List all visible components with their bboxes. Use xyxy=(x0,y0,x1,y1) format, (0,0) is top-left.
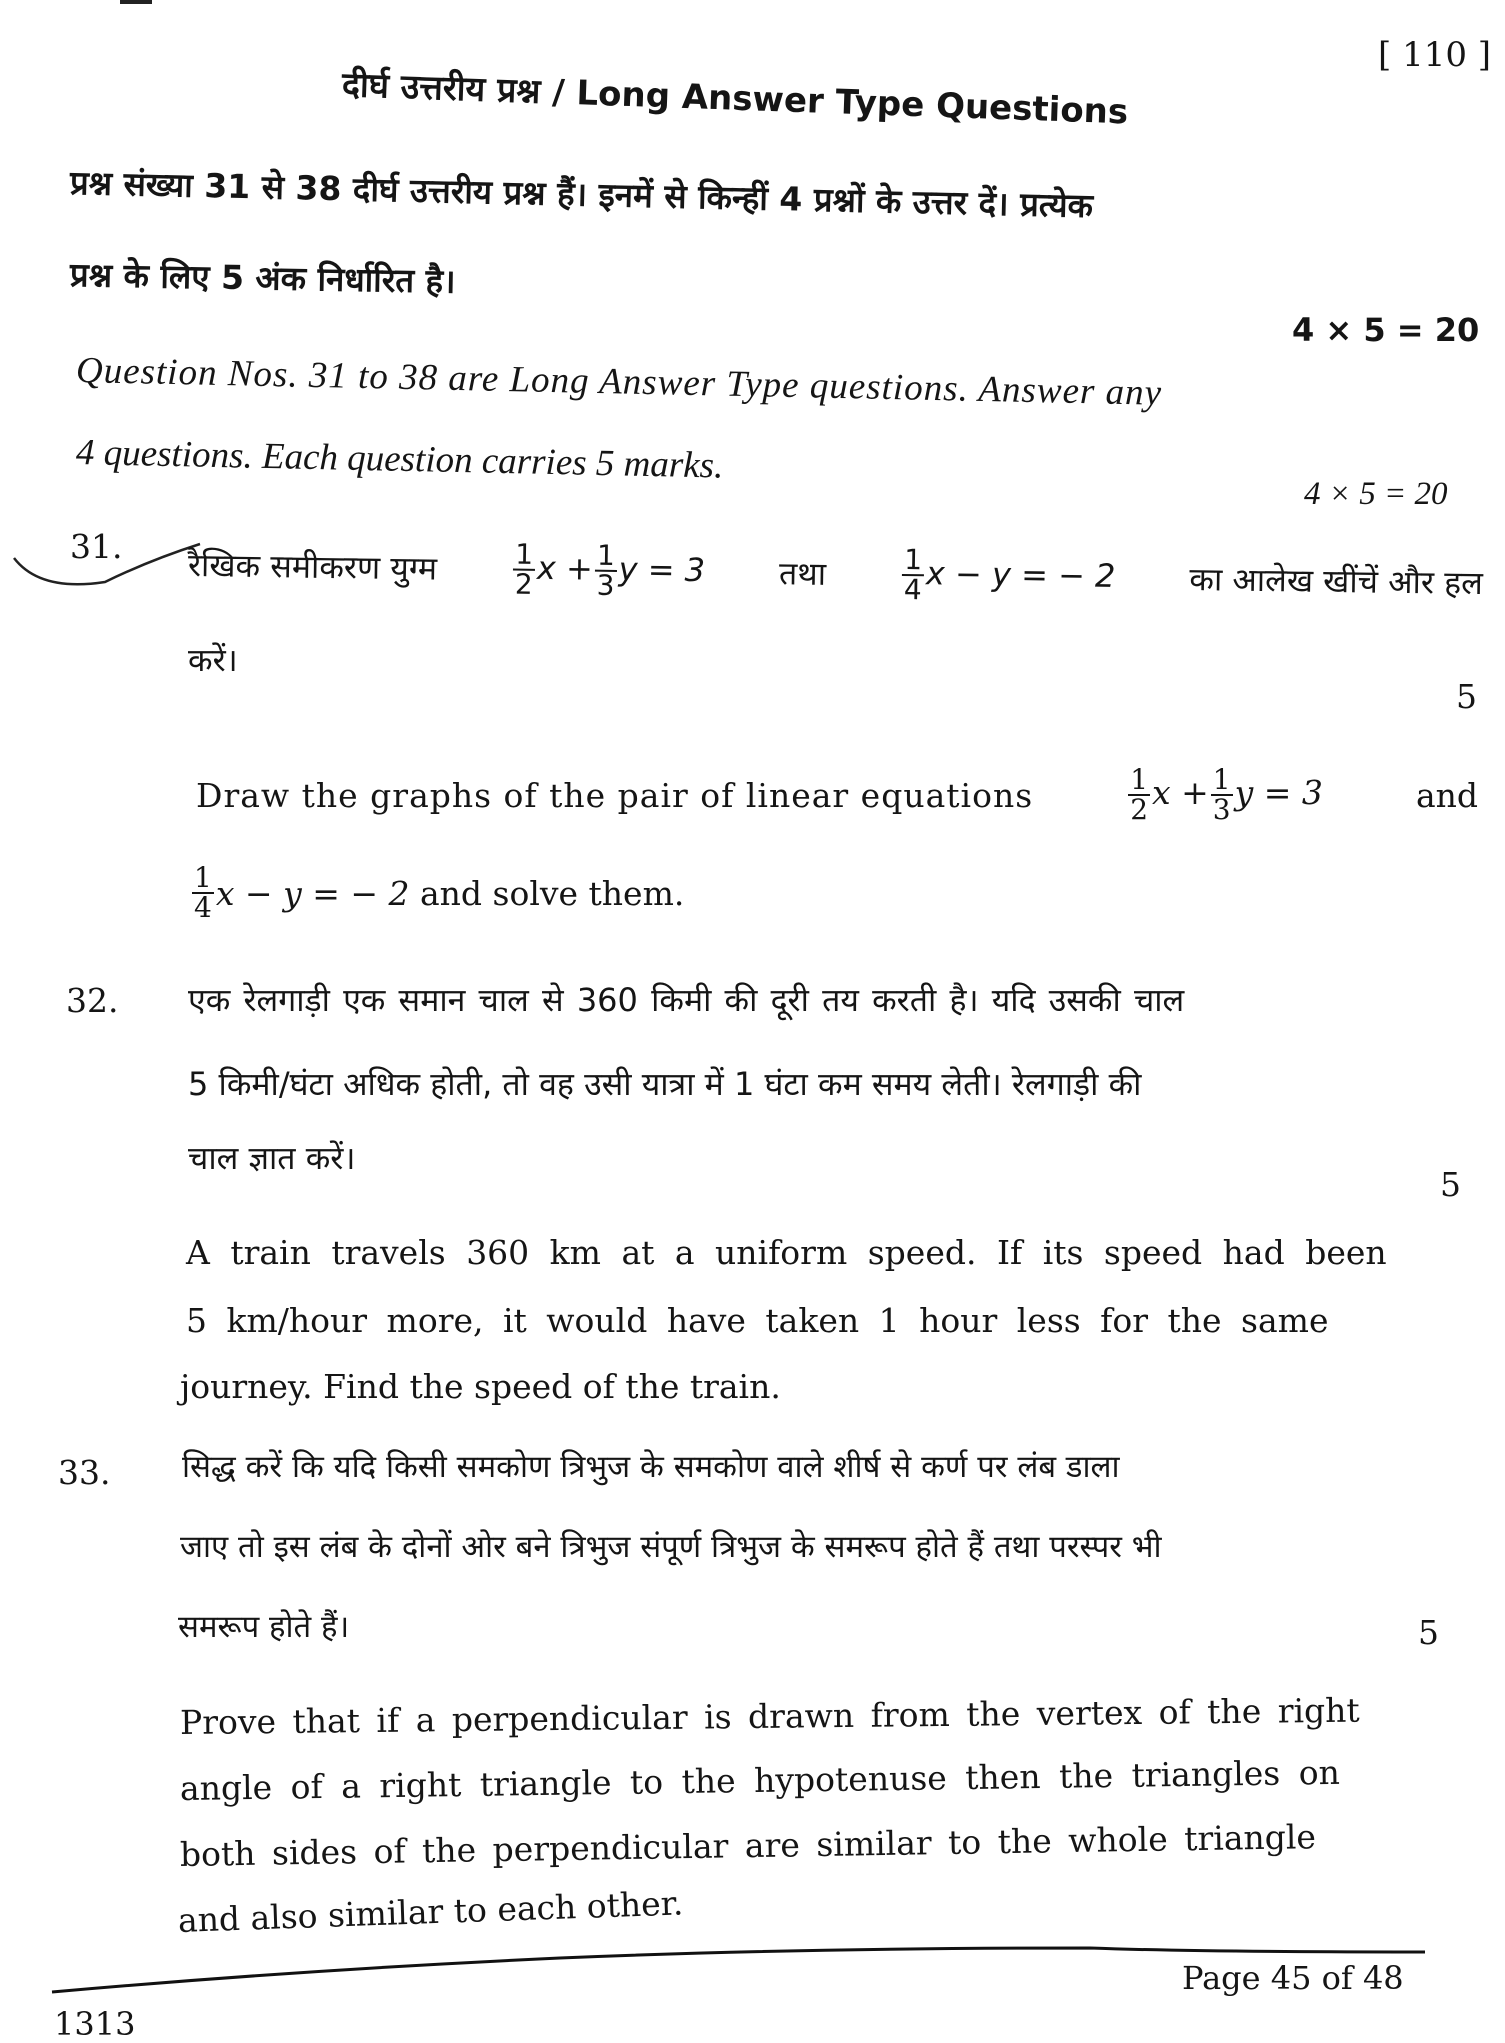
q32-hindi-line1: एक रेलगाड़ी एक समान चाल से 360 किमी की दूरी तय करती है। यदि उसकी चाल xyxy=(188,981,1185,1019)
q31-marks: 5 xyxy=(1456,677,1477,716)
q33-hindi-line3: समरूप होते हैं। xyxy=(178,1609,350,1645)
q31-hindi-pre: रैखिक समीकरण युग्म xyxy=(187,546,438,588)
page-number: Page 45 of 48 xyxy=(1182,1959,1404,1997)
section-title: दीर्घ उत्तरीय प्रश्न / Long Answer Type Questions xyxy=(341,65,1129,133)
instruction-hindi-marks: 4 × 5 = 20 xyxy=(1292,311,1480,349)
q33-english-line4: and also similar to each other. xyxy=(177,1883,684,1940)
q32-english-line2: 5 km/hour more, it would have taken 1 hour less for the same xyxy=(186,1301,1329,1340)
q33-english-line2: angle of a right triangle to the hypotenuse then the triangles on xyxy=(179,1752,1341,1808)
q33-number: 33. xyxy=(58,1453,111,1492)
q31-hindi-line2: करें। xyxy=(188,641,238,679)
q33-english-line3: both sides of the perpendicular are similar to the whole triangle xyxy=(179,1817,1317,1874)
q31-english-line2: $\frac{1}{4}$ x − y = − 2 and solve them. xyxy=(194,861,685,924)
q32-marks: 5 xyxy=(1440,1165,1461,1204)
q33-marks: 5 xyxy=(1418,1613,1439,1652)
q32-english-line1: A train travels 360 km at a uniform speed. If its speed had been xyxy=(186,1233,1387,1272)
page-code: [ 110 ] xyxy=(1378,35,1492,75)
q32-hindi-line3: चाल ज्ञात करें। xyxy=(188,1139,356,1177)
q33-english-line1: Prove that if a perpendicular is drawn from the vertex of the right xyxy=(179,1690,1360,1742)
q33-hindi-line1: सिद्ध करें कि यदि किसी समकोण त्रिभुज के समकोण वाले शीर्ष से कर्ण पर लंब डाला xyxy=(182,1449,1120,1485)
q31-eq2: $\frac{1}{4}$ x − y = − 2 xyxy=(903,543,1116,607)
q31-number: 31. xyxy=(70,527,123,566)
q31-hindi-post: का आलेख खींचें और हल xyxy=(1189,559,1484,603)
instruction-hindi-1: प्रश्न संख्या 31 से 38 दीर्घ उत्तरीय प्रश्न हैं। इनमें से किन्हीं 4 प्रश्नों के उत्तर दें। प्रत्येक xyxy=(69,163,1094,226)
q32-number: 32. xyxy=(66,981,119,1020)
q31-eng-eq1: $\frac{1}{2}$ x + $\frac{1}{3}$ y = 3 xyxy=(1130,763,1323,826)
q32-english-line3: journey. Find the speed of the train. xyxy=(180,1367,781,1406)
instruction-hindi-2: प्रश्न के लिए 5 अंक निर्धारित है। xyxy=(69,255,456,301)
q31-english-line1: Draw the graphs of the pair of linear equations $\frac{1}{2}$ x + $\frac{1}{3}$ y = 3 and xyxy=(196,763,1478,826)
top-mark xyxy=(120,0,152,4)
instruction-english-marks: 4 × 5 = 20 xyxy=(1304,476,1448,512)
q31-hindi-mid: तथा xyxy=(778,554,827,593)
instruction-english-1: Question Nos. 31 to 38 are Long Answer Type questions. Answer any xyxy=(75,350,1163,414)
q31-eq1: $\frac{1}{2}$ x + $\frac{1}{3}$ y = 3 xyxy=(514,537,706,602)
q33-hindi-line2: जाए तो इस लंब के दोनों ओर बने त्रिभुज संपूर्ण त्रिभुज के समरूप होते हैं तथा परस्पर भी xyxy=(180,1529,1162,1565)
q31-hindi-line1 xyxy=(188,536,1484,612)
q32-hindi-line2: 5 किमी/घंटा अधिक होती, तो वह उसी यात्रा में 1 घंटा कम समय लेती। रेलगाड़ी की xyxy=(188,1065,1142,1103)
paper-code: 1313 xyxy=(54,2005,136,2043)
instruction-english-2: 4 questions. Each question carries 5 marks. xyxy=(75,432,724,487)
